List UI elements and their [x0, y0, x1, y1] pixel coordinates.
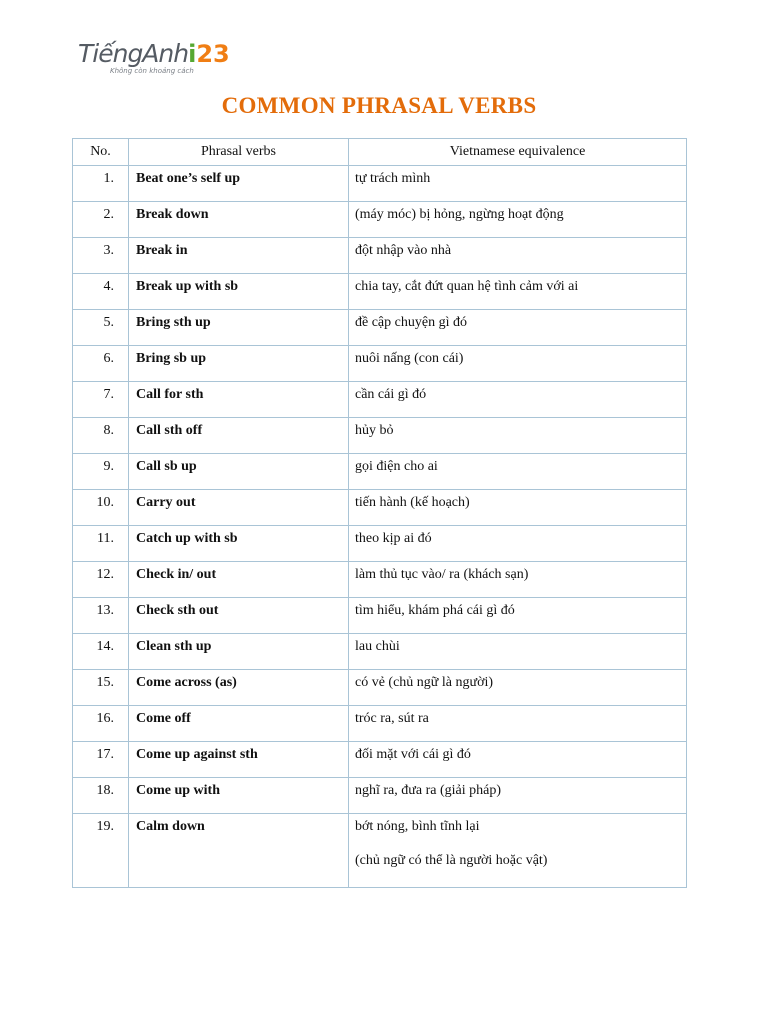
vietnamese-meaning: tìm hiểu, khám phá cái gì đó [349, 598, 687, 634]
phrasal-verb: Calm down [129, 814, 349, 888]
vietnamese-meaning-note: (chủ ngữ có thể là người hoặc vật) [355, 853, 548, 868]
phrasal-verb: Come across (as) [129, 670, 349, 706]
row-number: 7. [73, 382, 129, 418]
vietnamese-meaning: tự trách mình [349, 166, 687, 202]
vietnamese-meaning: tiến hành (kế hoạch) [349, 490, 687, 526]
vietnamese-meaning: nghĩ ra, đưa ra (giải pháp) [349, 778, 687, 814]
logo-brand-text: TiếngAnh [78, 39, 189, 68]
table-row [73, 166, 687, 202]
row-number: 10. [73, 490, 129, 526]
row-number: 14. [73, 634, 129, 670]
table-row [73, 814, 687, 888]
table-row [73, 598, 687, 634]
table-row [73, 562, 687, 598]
logo-brand-i: i [188, 40, 197, 68]
table-row [73, 238, 687, 274]
table-row [73, 274, 687, 310]
table-row [73, 310, 687, 346]
row-number: 9. [73, 454, 129, 490]
vietnamese-meaning: đối mặt với cái gì đó [349, 742, 687, 778]
table-row [73, 382, 687, 418]
vietnamese-meaning: tróc ra, sút ra [349, 706, 687, 742]
table-row [73, 346, 687, 382]
row-number: 16. [73, 706, 129, 742]
table-row [73, 778, 687, 814]
phrasal-verb: Bring sth up [129, 310, 349, 346]
table-row [73, 526, 687, 562]
vietnamese-meaning: có vẻ (chủ ngữ là người) [349, 670, 687, 706]
row-number: 17. [73, 742, 129, 778]
vietnamese-meaning: bớt nóng, bình tĩnh lại [355, 819, 480, 834]
row-number: 1. [73, 166, 129, 202]
brand-logo [78, 39, 230, 80]
table-row [73, 742, 687, 778]
row-number: 2. [73, 202, 129, 238]
phrasal-verb: Carry out [129, 490, 349, 526]
phrasal-verb: Call for sth [129, 382, 349, 418]
vietnamese-meaning: đột nhập vào nhà [349, 238, 687, 274]
row-number: 19. [73, 814, 129, 888]
phrasal-verb: Beat one’s self up [129, 166, 349, 202]
logo-tagline: Không còn khoảng cách [110, 67, 194, 75]
table-row [73, 454, 687, 490]
row-number: 18. [73, 778, 129, 814]
vietnamese-meaning: theo kịp ai đó [349, 526, 687, 562]
phrasal-verb: Check in/ out [129, 562, 349, 598]
phrasal-verb: Clean sth up [129, 634, 349, 670]
page-title: COMMON PHRASAL VERBS [221, 93, 537, 118]
header-no: No. [73, 139, 129, 166]
row-number: 4. [73, 274, 129, 310]
vietnamese-meaning: đề cập chuyện gì đó [349, 310, 687, 346]
table-row [73, 706, 687, 742]
row-number: 5. [73, 310, 129, 346]
vietnamese-meaning: hủy bỏ [349, 418, 687, 454]
header-phrasal-verbs: Phrasal verbs [129, 139, 349, 166]
phrasal-verb: Catch up with sb [129, 526, 349, 562]
table-row [73, 634, 687, 670]
phrasal-verbs-table [72, 138, 687, 888]
phrasal-verb: Come up against sth [129, 742, 349, 778]
header-vietnamese-equivalence: Vietnamese equivalence [349, 139, 687, 166]
vietnamese-meaning-cell [349, 814, 687, 888]
table-row [73, 202, 687, 238]
phrasal-verb: Come up with [129, 778, 349, 814]
table-row [73, 418, 687, 454]
phrasal-verb: Call sb up [129, 454, 349, 490]
vietnamese-meaning: lau chùi [349, 634, 687, 670]
row-number: 13. [73, 598, 129, 634]
phrasal-verb: Call sth off [129, 418, 349, 454]
vietnamese-meaning: gọi điện cho ai [349, 454, 687, 490]
table-row [73, 670, 687, 706]
logo-wordmark [78, 39, 230, 68]
row-number: 8. [73, 418, 129, 454]
table-row [73, 490, 687, 526]
vietnamese-meaning: (máy móc) bị hỏng, ngừng hoạt động [349, 202, 687, 238]
phrasal-verb: Bring sb up [129, 346, 349, 382]
table-header-row [73, 139, 687, 166]
row-number: 12. [73, 562, 129, 598]
row-number: 11. [73, 526, 129, 562]
vietnamese-meaning: chia tay, cắt đứt quan hệ tình cảm với ai [349, 274, 687, 310]
row-number: 6. [73, 346, 129, 382]
phrasal-verb: Check sth out [129, 598, 349, 634]
phrasal-verb: Break in [129, 238, 349, 274]
vietnamese-meaning: cần cái gì đó [349, 382, 687, 418]
phrasal-verb: Break down [129, 202, 349, 238]
phrasal-verb: Break up with sb [129, 274, 349, 310]
phrasal-verb: Come off [129, 706, 349, 742]
row-number: 3. [73, 238, 129, 274]
logo-brand-number: 23 [196, 40, 230, 68]
row-number: 15. [73, 670, 129, 706]
vietnamese-meaning: làm thủ tục vào/ ra (khách sạn) [349, 562, 687, 598]
vietnamese-meaning: nuôi nấng (con cái) [349, 346, 687, 382]
